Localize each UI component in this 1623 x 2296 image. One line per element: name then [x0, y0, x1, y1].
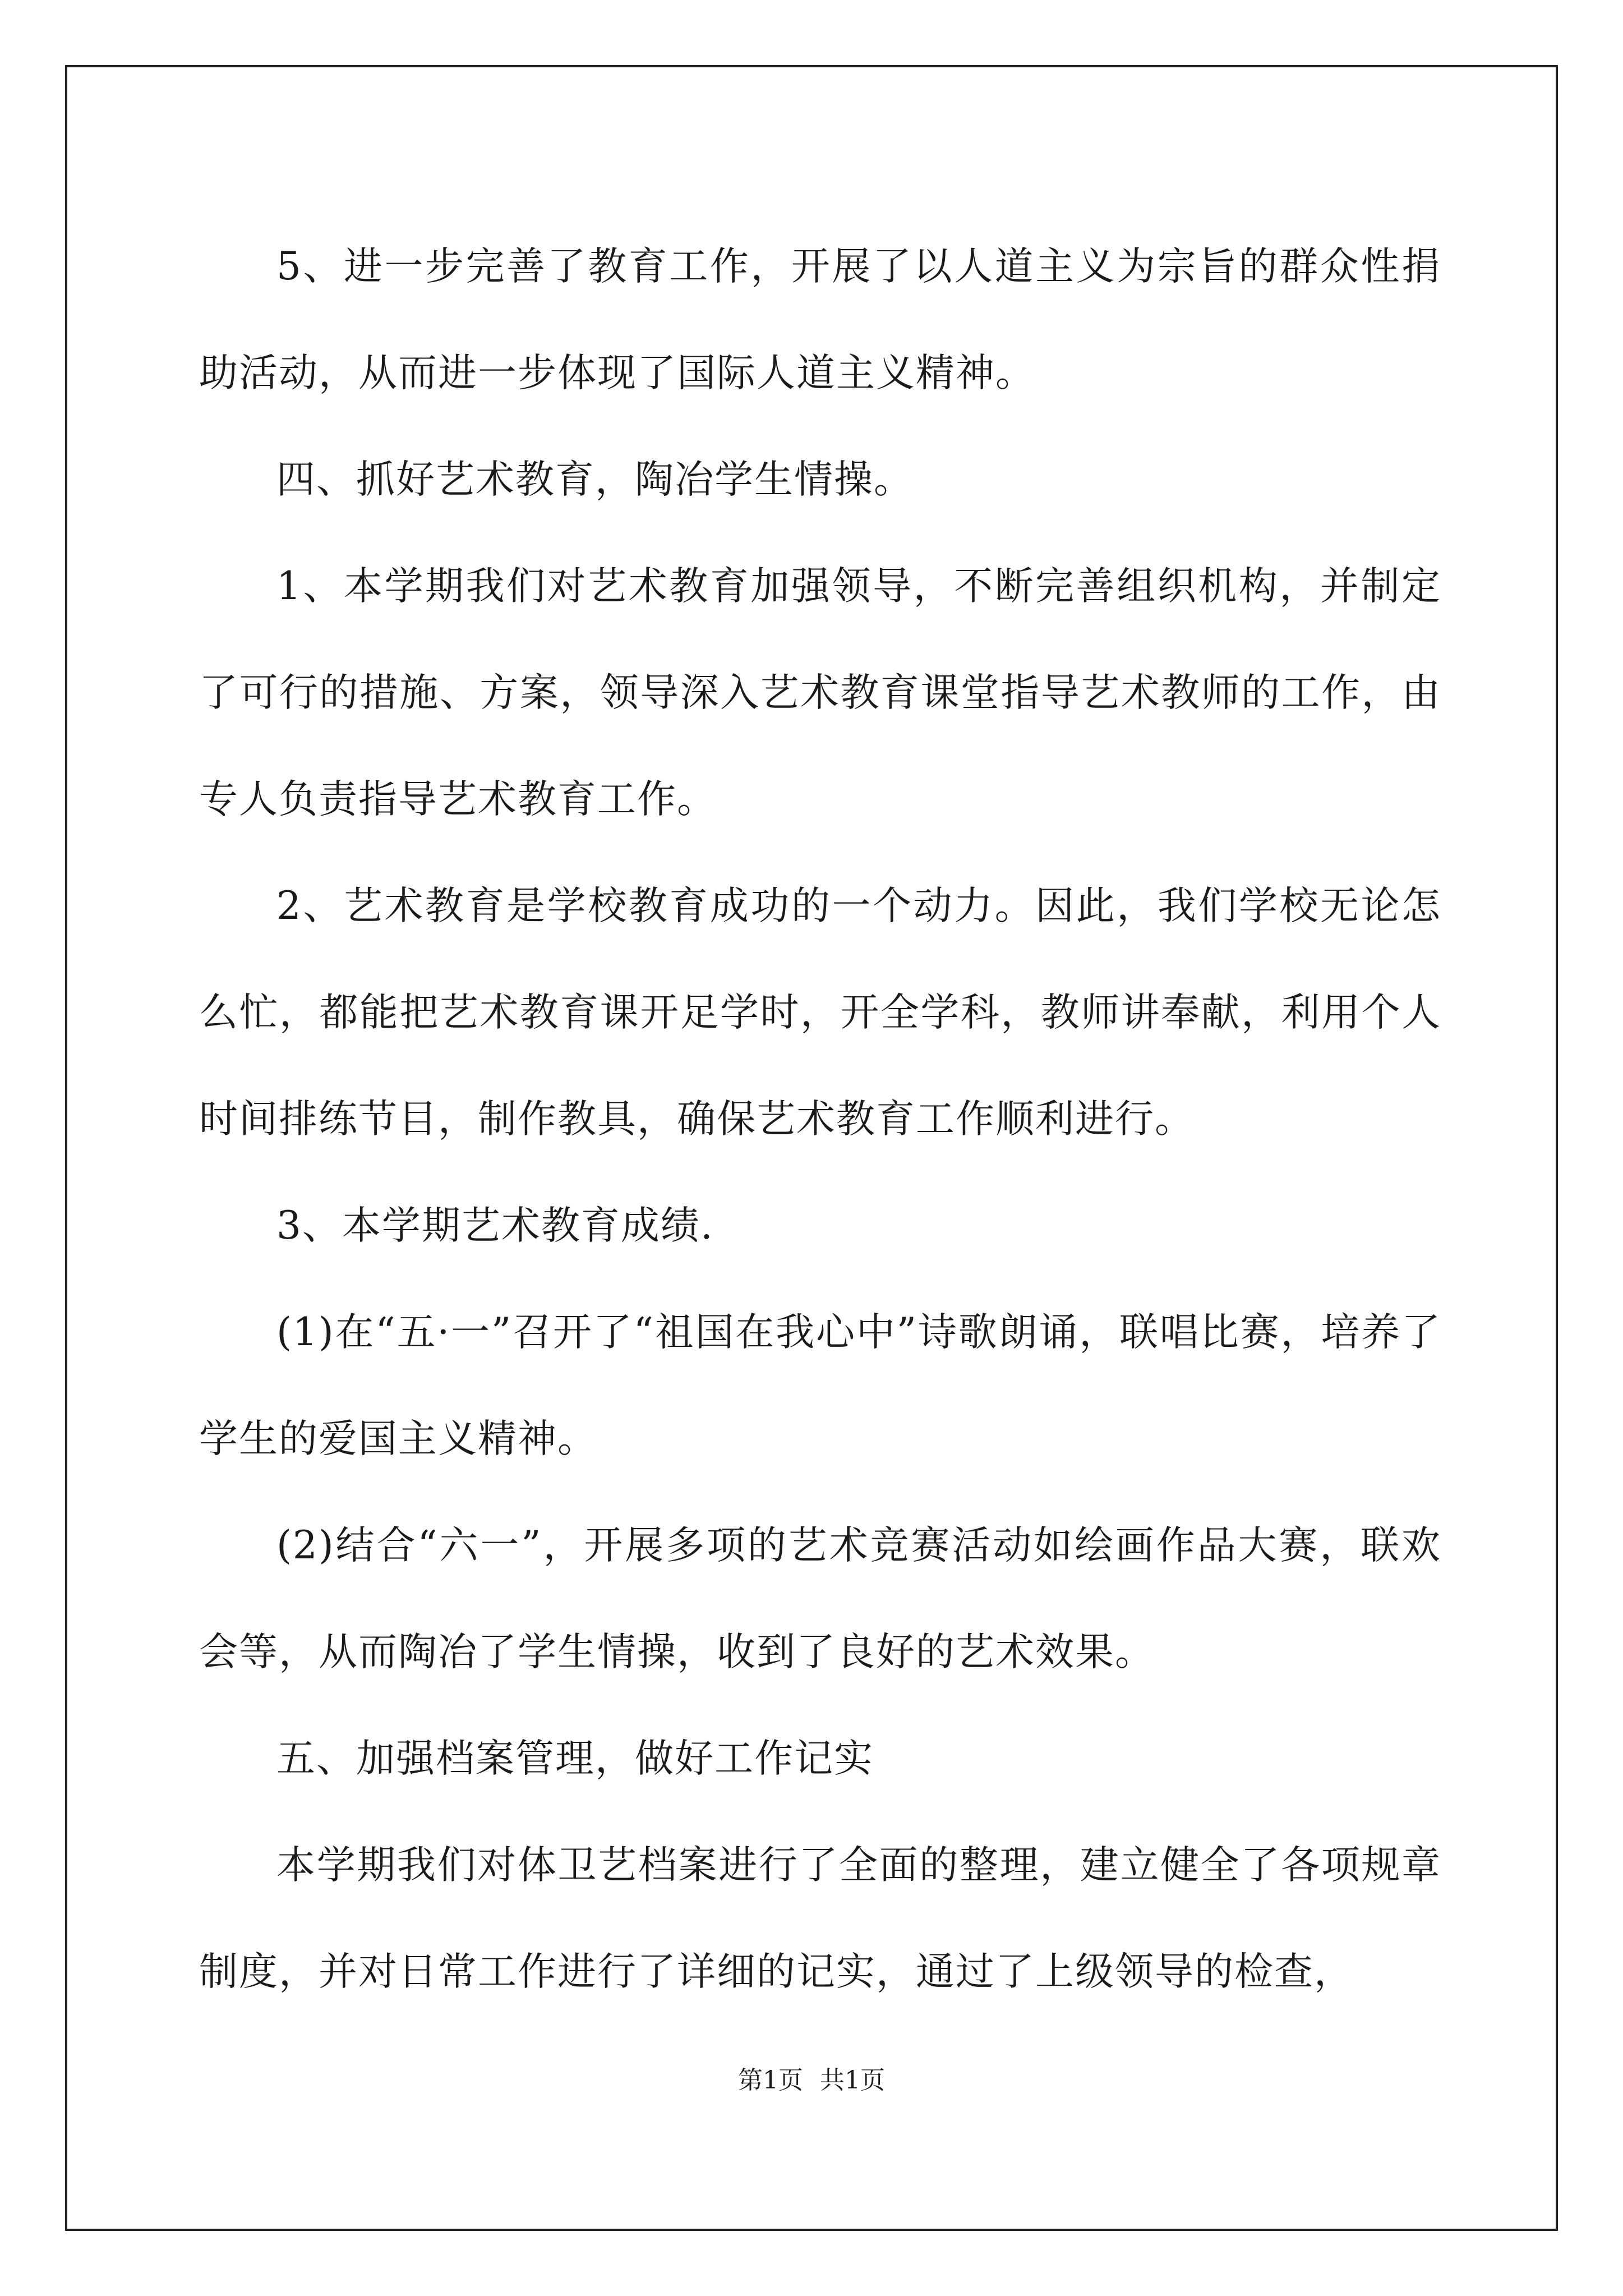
- paragraph: 2、艺术教育是学校教育成功的一个动力。因此，我们学校无论怎么忙，都能把艺术教育课开足学时，开全学科，教师讲奉献，利用个人时间排练节目，制作教具，确保艺术教育工作顺利进行。: [199, 884, 1441, 1142]
- section-heading: 五、加强档案管理，做好工作记实: [276, 1736, 874, 1781]
- paragraph: 1、本学期我们对艺术教育加强领导，不断完善组织机构，并制定了可行的措施、方案，领导深入艺术教育课堂指导艺术教师的工作，由专人负责指导艺术教育工作。: [199, 564, 1441, 822]
- paragraph: 本学期我们对体卫艺档案进行了全面的整理，建立健全了各项规章制度，并对日常工作进行了详细的记实，通过了上级领导的检查，: [199, 1843, 1441, 1994]
- page-number: 第1页: [738, 2066, 803, 2095]
- document-body: [199, 213, 1441, 2025]
- paragraph: 3、本学期艺术教育成绩.: [276, 1203, 714, 1248]
- page-total: 共1页: [820, 2066, 885, 2095]
- paragraph: (1)在“五·一”召开了“祖国在我心中”诗歌朗诵，联唱比赛，培养了学生的爱国主义精神。: [199, 1310, 1441, 1461]
- paragraph: 5、进一步完善了教育工作，开展了以人道主义为宗旨的群众性捐助活动，从而进一步体现了国际人道主义精神。: [199, 244, 1441, 395]
- paragraph: (2)结合“六一”，开展多项的艺术竞赛活动如绘画作品大赛，联欢会等，从而陶冶了学生情操，收到了良好的艺术效果。: [199, 1523, 1441, 1674]
- page-footer: [0, 2060, 1623, 2096]
- section-heading: 四、抓好艺术教育，陶冶学生情操。: [276, 457, 914, 502]
